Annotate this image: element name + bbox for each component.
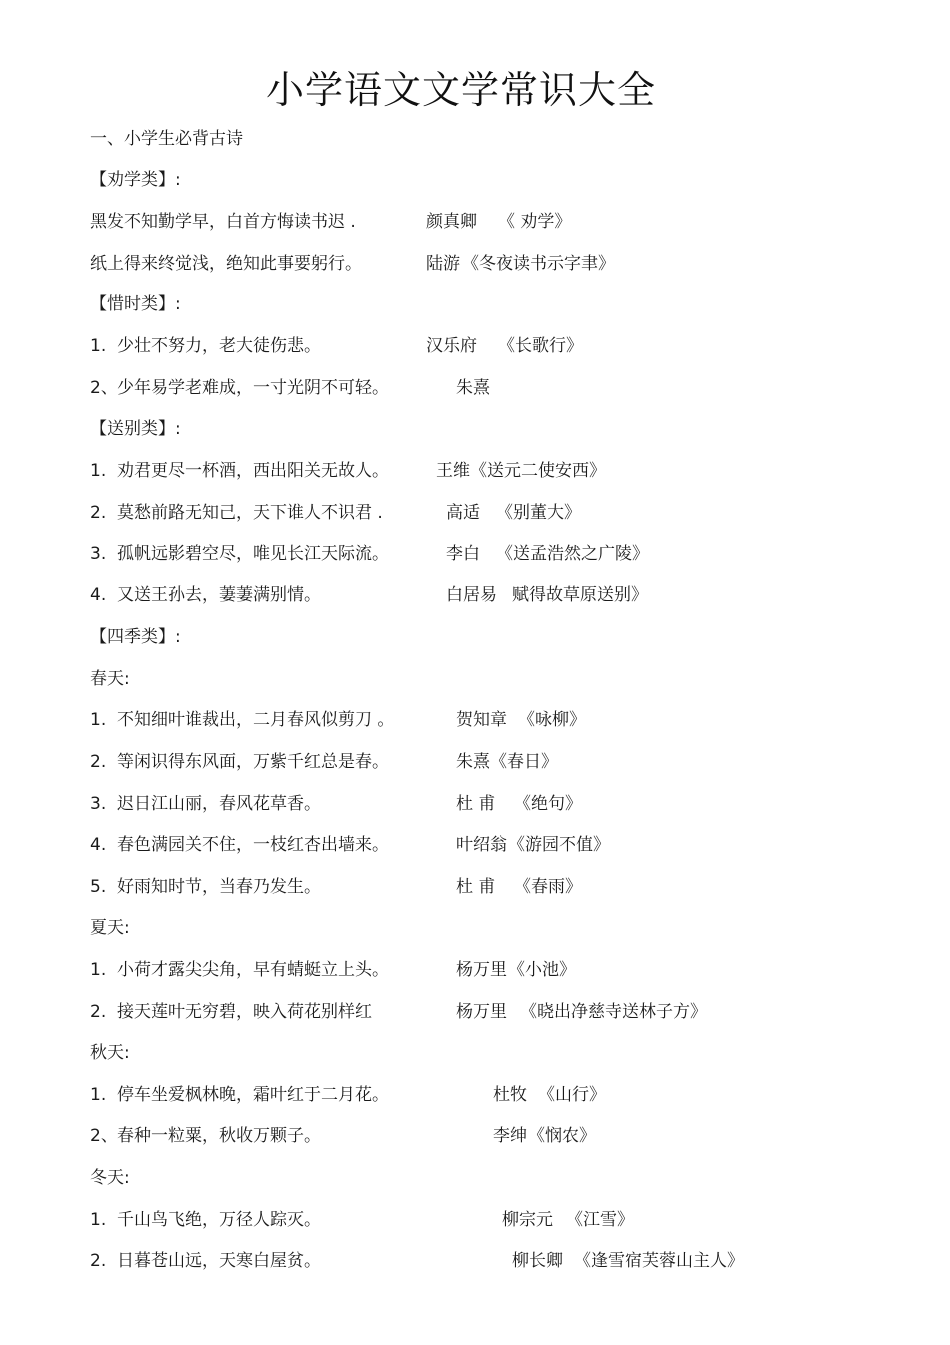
- page-title: 小学语文文学常识大全: [265, 68, 656, 112]
- document-page: 小学语文文学常识大全 一、小学生必背古诗 【劝学类】: 黑发不知勤学早，白首方悔读书迟 . 颜真卿 《 劝学》 纸上得来终觉浅，绝知此事要躬行。 陆游 《冬夜读书示字聿》 【惜时类】: 1. 少壮不努力，老大徒伤悲。 汉乐府 《长歌行》 2、 少年易学老难成，一寸光阴不可轻。 朱熹 【送别类】: 1. 劝君更尽一杯酒，西出阳关无故人。 王维 《送元二使安西》 2. 莫愁前路无知己，天下谁人不识君 . 高适 《别董大》 3. 孤帆远影碧空尽，唯见长江天际流。 李白 《送孟浩然之广陵》 4. 又送王孙去，萋萋满别情。 白居易 赋得故草原送别》 【四季类】: 春天: 1. 不知细叶谁裁出，二月春风似剪刀 。 贺知章 《咏柳》 2. 等闲识得东风面，万紫千红总是春。 朱熹 《春日》 3. 迟日江山丽，春风花草香。 杜 甫 《绝句》 4. 春色满园关不住，一枝红杏出墙来。 叶绍翁 《游园不值》 5. 好雨知时节，当春乃发生。 杜 甫 《春雨》 夏天: 1. 小荷才露尖尖角，早有蜻蜓立上头。 杨万里 《小池》 2. 接天莲叶无穷碧，映入荷花别样红 杨万里 《晓出净慈寺送林子方》 秋天: 1. 停车坐爱枫林晚，霜叶红于二月花。 杜牧 《山行》 2、 春种一粒粟，秋收万颗子。 李绅 《悯农》 冬天: 1. 千山鸟飞绝，万径人踪灭。 柳宗元 《江雪》 2. 日暮苍山远，天寒白屋贫。 柳长卿 《逢雪宿芙蓉山主人》: [0, 0, 950, 1345]
